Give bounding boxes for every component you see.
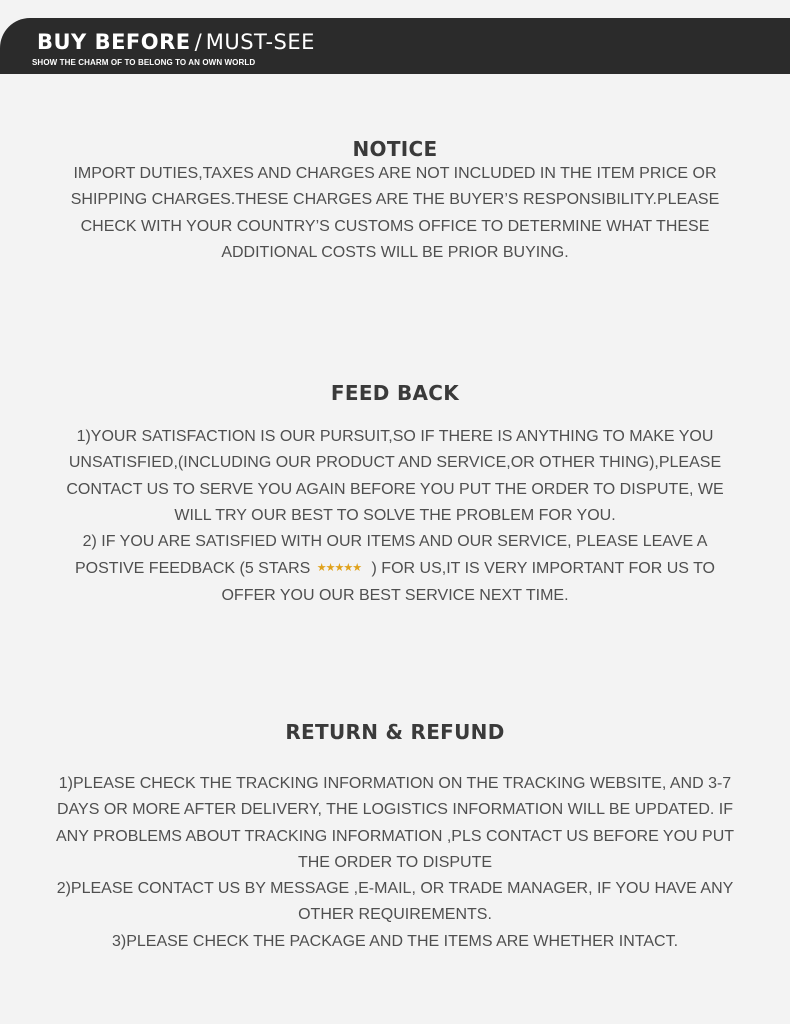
feedback-stars-after: ) FOR US,IT IS VERY IMPORTANT FOR US TO — [371, 560, 715, 578]
feedback-line: UNSATISFIED,(INCLUDING OUR PRODUCT AND SERVICE,OR OTHER THING),PLEASE — [68, 454, 722, 472]
notice-line: SHIPPING CHARGES.THESE CHARGES ARE THE BUYER’S RESPONSIBILITY.PLEASE — [70, 191, 720, 209]
refund-line: ANY PROBLEMS ABOUT TRACKING INFORMATION ,PLS CONTACT US BEFORE YOU PUT — [55, 827, 735, 845]
refund-body — [30, 771, 760, 955]
notice-body — [30, 161, 760, 266]
notice-line: ADDITIONAL COSTS WILL BE PRIOR BUYING. — [221, 243, 569, 261]
feedback-body — [30, 424, 760, 609]
banner-title-thin: MUST-SEE — [205, 30, 315, 54]
notice-line: CHECK WITH YOUR COUNTRY’S CUSTOMS OFFICE TO DETERMINE WHAT THESE — [80, 217, 710, 235]
banner-title-bold: BUY BEFORE — [37, 30, 191, 54]
refund-line: OTHER REQUIREMENTS. — [298, 906, 492, 924]
refund-line: DAYS OR MORE AFTER DELIVERY, THE LOGISTICS INFORMATION WILL BE UPDATED. IF — [57, 801, 733, 819]
feedback-title: FEED BACK — [330, 381, 460, 405]
feedback-line: 2) IF YOU ARE SATISFIED WITH OUR ITEMS AND OUR SERVICE, PLEASE LEAVE A — [82, 533, 708, 551]
feedback-stars-before: POSTIVE FEEDBACK (5 STARS — [75, 560, 311, 578]
notice-line: IMPORT DUTIES,TAXES AND CHARGES ARE NOT INCLUDED IN THE ITEM PRICE OR — [73, 165, 717, 182]
five-stars-icon: ★★★★★ — [316, 562, 362, 575]
refund-line: 3)PLEASE CHECK THE PACKAGE AND THE ITEMS ARE WHETHER INTACT. — [111, 932, 679, 950]
feedback-line: WILL TRY OUR BEST TO SOLVE THE PROBLEM FOR YOU. — [174, 506, 616, 524]
refund-line: 1)PLEASE CHECK THE TRACKING INFORMATION ON THE TRACKING WEBSITE, AND 3-7 — [58, 775, 732, 792]
banner-subtitle: SHOW THE CHARM OF TO BELONG TO AN OWN WORLD — [32, 58, 256, 67]
banner-title-slash: / — [194, 30, 202, 54]
feedback-stars-line — [30, 555, 760, 582]
notice-title: NOTICE — [352, 137, 438, 161]
refund-line: 2)PLEASE CONTACT US BY MESSAGE ,E-MAIL, OR TRADE MANAGER, IF YOU HAVE ANY — [56, 880, 734, 898]
banner-title — [37, 29, 315, 55]
header-banner — [0, 18, 790, 74]
feedback-line: OFFER YOU OUR BEST SERVICE NEXT TIME. — [221, 586, 569, 604]
refund-title: RETURN & REFUND — [285, 720, 505, 744]
refund-line: THE ORDER TO DISPUTE — [297, 853, 493, 871]
feedback-line: CONTACT US TO SERVE YOU AGAIN BEFORE YOU PUT THE ORDER TO DISPUTE, WE — [66, 480, 724, 498]
feedback-line: 1)YOUR SATISFACTION IS OUR PURSUIT,SO IF THERE IS ANYTHING TO MAKE YOU — [76, 428, 714, 445]
